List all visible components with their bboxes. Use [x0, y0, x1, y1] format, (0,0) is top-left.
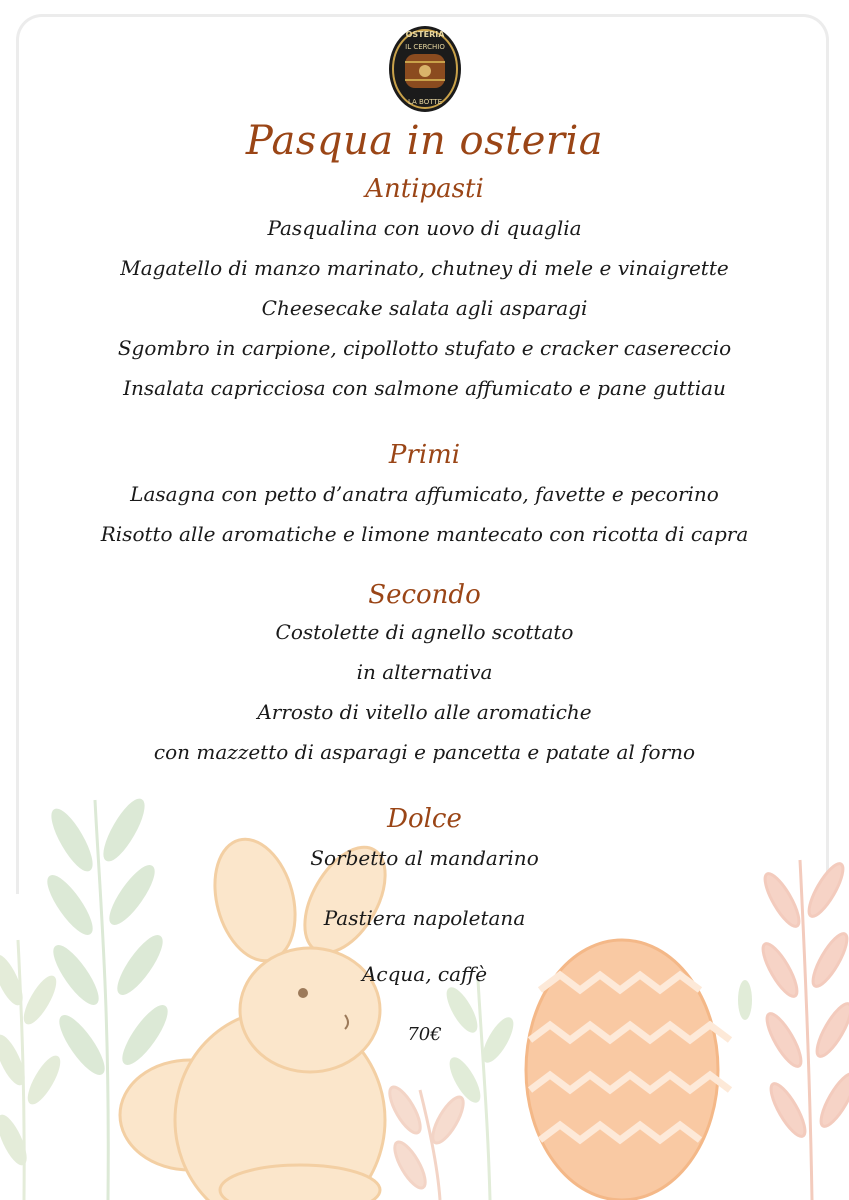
osteria-logo	[387, 24, 463, 114]
menu-item: Risotto alle aromatiche e limone mantecato con ricotta di capra	[100, 522, 749, 546]
menu-item: Pastiera napoletana	[323, 906, 526, 930]
menu-item: Insalata capricciosa con salmone affumicato e pane guttiau	[123, 376, 726, 400]
logo-bottom-text: LA BOTTE	[407, 98, 443, 106]
section-title-dolce: Dolce	[387, 804, 462, 834]
menu-item: in alternativa	[356, 660, 493, 684]
center-branch-icon	[384, 1083, 469, 1200]
menu-item: Cheesecake salata agli asparagi	[261, 296, 588, 320]
menu-item: Sorbetto al mandarino	[310, 846, 539, 870]
menu-item: Lasagna con petto d’anatra affumicato, favette e pecorino	[130, 482, 719, 506]
menu-price: 70€	[407, 1024, 442, 1045]
menu-item: Magatello di manzo marinato, chutney di mele e vinaigrette	[120, 256, 729, 280]
menu-item: Acqua, caffè	[361, 962, 488, 986]
menu-item: Sgombro in carpione, cipollotto stufato e cracker casereccio	[117, 336, 732, 360]
small-leaf-icon	[738, 980, 752, 1020]
menu-item: Pasqualina con uovo di quaglia	[267, 216, 582, 240]
logo-mid-text: IL CERCHIO	[405, 43, 445, 51]
menu-item: Costolette di agnello scottato	[275, 620, 574, 644]
menu-item: Arrosto di vitello alle aromatiche	[257, 700, 592, 724]
logo-top-text: OSTERIA	[405, 30, 445, 39]
menu-item: con mazzetto di asparagi e pancetta e patate al forno	[153, 740, 696, 764]
menu-title: Pasqua in osteria	[245, 118, 604, 164]
center-right-branch-icon	[443, 980, 517, 1200]
section-title-antipasti: Antipasti	[365, 174, 484, 204]
section-title-primi: Primi	[388, 440, 461, 470]
section-title-secondo: Secondo	[368, 580, 481, 610]
bunny-eye-icon	[298, 988, 308, 998]
